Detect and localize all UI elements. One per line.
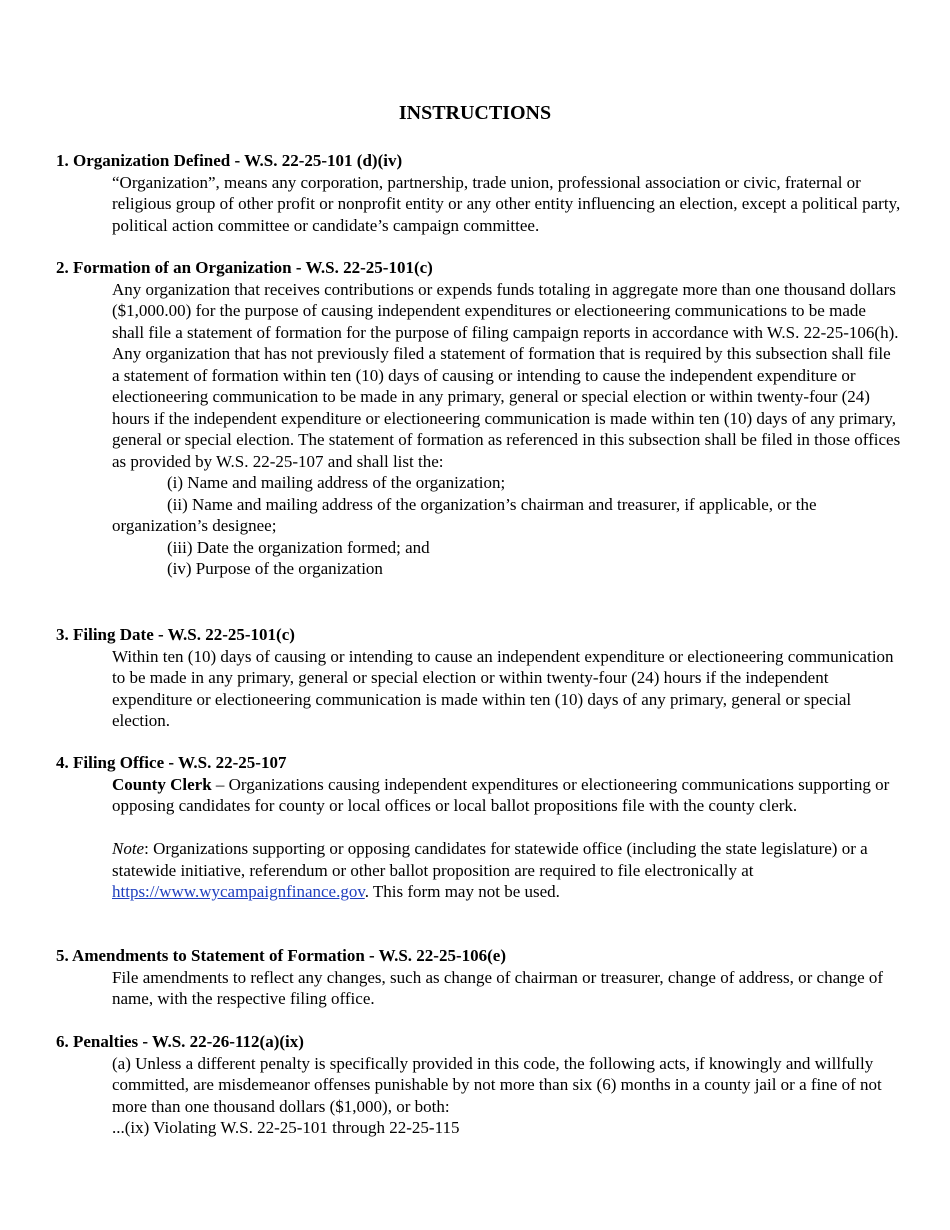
list-item: (ii) Name and mailing address of the organization’s chairman and treasurer, if applicable, or the organization’s designee; bbox=[112, 494, 817, 535]
list-item: (iii) Date the organization formed; and bbox=[167, 537, 430, 557]
county-clerk-label: County Clerk bbox=[112, 774, 212, 794]
section-formation bbox=[56, 257, 906, 580]
section-paragraph: Within ten (10) days of causing or intending to cause an independent expenditure or electioneering communication to be made in any primary, general or special election or within twenty-four (24) hours if the independent expenditure or electioneering communication is made within ten (10) days of any primary, general or special election. bbox=[112, 646, 894, 730]
note-text: : Organizations supporting or opposing candidates for statewide office (including the state legislature) or a statewide initiative, referendum or other ballot proposition are required to file electronically at bbox=[112, 839, 868, 880]
section-filing-date bbox=[56, 624, 906, 732]
section-amendments bbox=[56, 945, 906, 1010]
section-paragraph: (a) Unless a different penalty is specifically provided in this code, the following acts, if knowingly and willfully committed, are misdemeanor offenses punishable by not more than six (6) months in a county jail or a fine of not more than one thousand dollars ($1,000), or both: bbox=[112, 1053, 882, 1116]
note-label: Note bbox=[112, 839, 145, 858]
section-paragraph: Any organization that receives contributions or expends funds totaling in aggregate more than one thousand dollars ($1,000.00) for the purpose of causing independent expenditures or electioneering communications to be made shall file a statement of formation for the purpose of filing campaign reports in accordance with W.S. 22-25-106(h). Any organization that has not previously filed a statement of formation that is required by this subsection shall file a statement of formation within ten (10) days of causing or intending to cause the independent expenditure or electioneering communication to be made in any primary, general or special election or within twenty-four (24) hours if the independent expenditure or electioneering communication is made within ten (10) days of any primary, general or special election. The statement of formation as referenced in this subsection shall be filed in those offices as provided by W.S. 22-25-107 and shall list the: bbox=[112, 279, 901, 471]
section-body bbox=[112, 1053, 902, 1139]
list-item: ...(ix) Violating W.S. 22-25-101 through 22-25-115 bbox=[112, 1118, 460, 1137]
section-organization-defined bbox=[56, 150, 906, 236]
section-heading: 4. Filing Office - W.S. 22-25-107 bbox=[56, 753, 287, 772]
section-body bbox=[112, 967, 902, 1010]
section-body bbox=[112, 646, 902, 732]
county-clerk-paragraph bbox=[112, 774, 902, 817]
section-heading: 2. Formation of an Organization - W.S. 22-25-101(c) bbox=[56, 258, 433, 277]
section-heading: 3. Filing Date - W.S. 22-25-101(c) bbox=[56, 625, 295, 644]
section-heading: 1. Organization Defined - W.S. 22-25-101 (d)(iv) bbox=[56, 151, 403, 170]
note-paragraph bbox=[112, 838, 902, 903]
section-body bbox=[112, 172, 902, 237]
list-item: (iv) Purpose of the organization bbox=[167, 559, 383, 578]
section-body bbox=[112, 279, 902, 580]
section-body bbox=[112, 774, 902, 903]
county-clerk-text: – Organizations causing independent expenditures or electioneering communications supporting or opposing candidates for county or local offices or local ballot propositions file with the county clerk. bbox=[112, 774, 890, 815]
section-penalties bbox=[56, 1031, 906, 1139]
page-title: INSTRUCTIONS bbox=[398, 102, 552, 124]
list-item: (i) Name and mailing address of the organization; bbox=[167, 473, 506, 492]
section-filing-office bbox=[56, 752, 906, 903]
campaign-finance-link[interactable]: https://www.wycampaignfinance.gov bbox=[112, 882, 365, 901]
section-paragraph: “Organization”, means any corporation, partnership, trade union, professional association or civic, fraternal or religious group of other profit or nonprofit entity or any other entity influencing an election, except a political party, political action committee or candidate’s campaign committee. bbox=[112, 172, 901, 235]
section-paragraph: File amendments to reflect any changes, such as change of chairman or treasurer, change of address, or change of name, with the respective filing office. bbox=[112, 967, 884, 1008]
section-heading: 6. Penalties - W.S. 22-26-112(a)(ix) bbox=[56, 1032, 304, 1051]
section-heading: 5. Amendments to Statement of Formation - W.S. 22-25-106(e) bbox=[56, 946, 506, 965]
note-tail: . This form may not be used. bbox=[364, 882, 560, 901]
